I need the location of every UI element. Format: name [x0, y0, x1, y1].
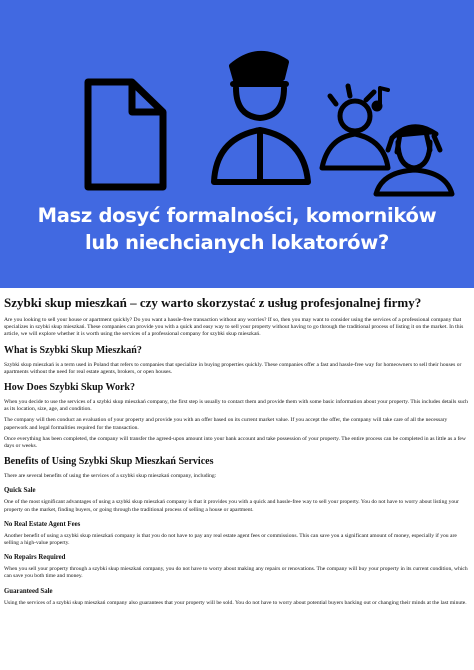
intro-paragraph: Are you looking to sell your house or apartment quickly? Do you want a hassle-free transaction without any worries? If so, then you may want to consider using the services of a professional company that specializes in szybki skup mieszkań. These companies can provide you with a quick and easy way to sell your property without having to go through the traditional process of listing it on the market. In this article, we will explore whether it is worth using the services of a professional company for szybki skup mieszkań.	[4, 317, 464, 338]
paragraph: Szybki skup mieszkań is a term used in Poland that refers to companies that specialize in buying properties quickly. These companies offer a fast and hassle-free way for homeowners to sell their houses or apartments without the need for real estate agents, brokers, or open houses.	[4, 361, 462, 375]
paragraph: The company will then conduct an evaluation of your property and provide you with an offer based on its current market value. If you accept the offer, the company will take care of all the necessary paperwork and legal formalities required for the transaction.	[4, 417, 448, 431]
hero-banner	[0, 0, 474, 288]
noisy-neighbor-icon	[322, 86, 388, 168]
subheading-guaranteed-sale: Guaranteed Sale	[4, 587, 53, 595]
hero-headline-line2: lub niechcianych lokatorów?	[85, 231, 389, 254]
paragraph: Another benefit of using a szybki skup mieszkań company is that you do not have to pay any real estate agent fees or commissions. This can save you a significant amount of money, especially if you are selling a high-value property.	[4, 532, 457, 547]
article-title: Szybki skup mieszkań – czy warto skorzystać z usług profesjonalnej firmy?	[4, 295, 422, 310]
paragraph: One of the most significant advantages of using a szybki skup mieszkań company is that it provides you with a quick and hassle-free way to sell your property. You do not have to worry about listing your property on the market, finding buyers, or going through the traditional process of selling a house or apartment.	[4, 499, 459, 513]
section-heading-how-it-works: How Does Szybki Skup Work?	[4, 382, 135, 394]
hero-headline-line1: Masz dosyć formalności, komorników	[37, 204, 437, 227]
paragraph: There are several benefits of using the services of a szybki skup mieszkań company, including:	[4, 473, 217, 480]
paragraph: Once everything has been completed, the company will transfer the agreed-upon amount into your bank account and take possession of your property. The entire process can be completed in as little as a few days or weeks.	[4, 435, 466, 450]
section-heading-benefits: Benefits of Using Szybki Skup Mieszkań Services	[4, 456, 214, 468]
document-icon	[88, 82, 163, 187]
paragraph: When you decide to use the services of a szybki skup mieszkań company, the first step is usually to contact them and provide them with some basic information about your property. This includes details such as its location, size, age, and condition.	[4, 399, 468, 413]
paragraph: Using the services of a szybki skup mieszkań company also guarantees that your property will be sold. You do not have to worry about potential buyers backing out or changing their minds at the last minute.	[4, 599, 467, 606]
section-heading-what-is: What is Szybki Skup Mieszkań?	[4, 344, 142, 356]
article-body	[0, 288, 474, 607]
subheading-no-repairs: No Repairs Required	[4, 554, 66, 562]
subheading-no-agent-fees: No Real Estate Agent Fees	[4, 520, 81, 528]
police-officer-icon	[214, 54, 308, 182]
subheading-quick-sale: Quick Sale	[4, 487, 36, 495]
paragraph: When you sell your property through a szybki skup mieszkań company, you do not have to worry about making any repairs or renovations. The company will buy your property in its current condition, which can save you both time and money.	[4, 566, 468, 580]
